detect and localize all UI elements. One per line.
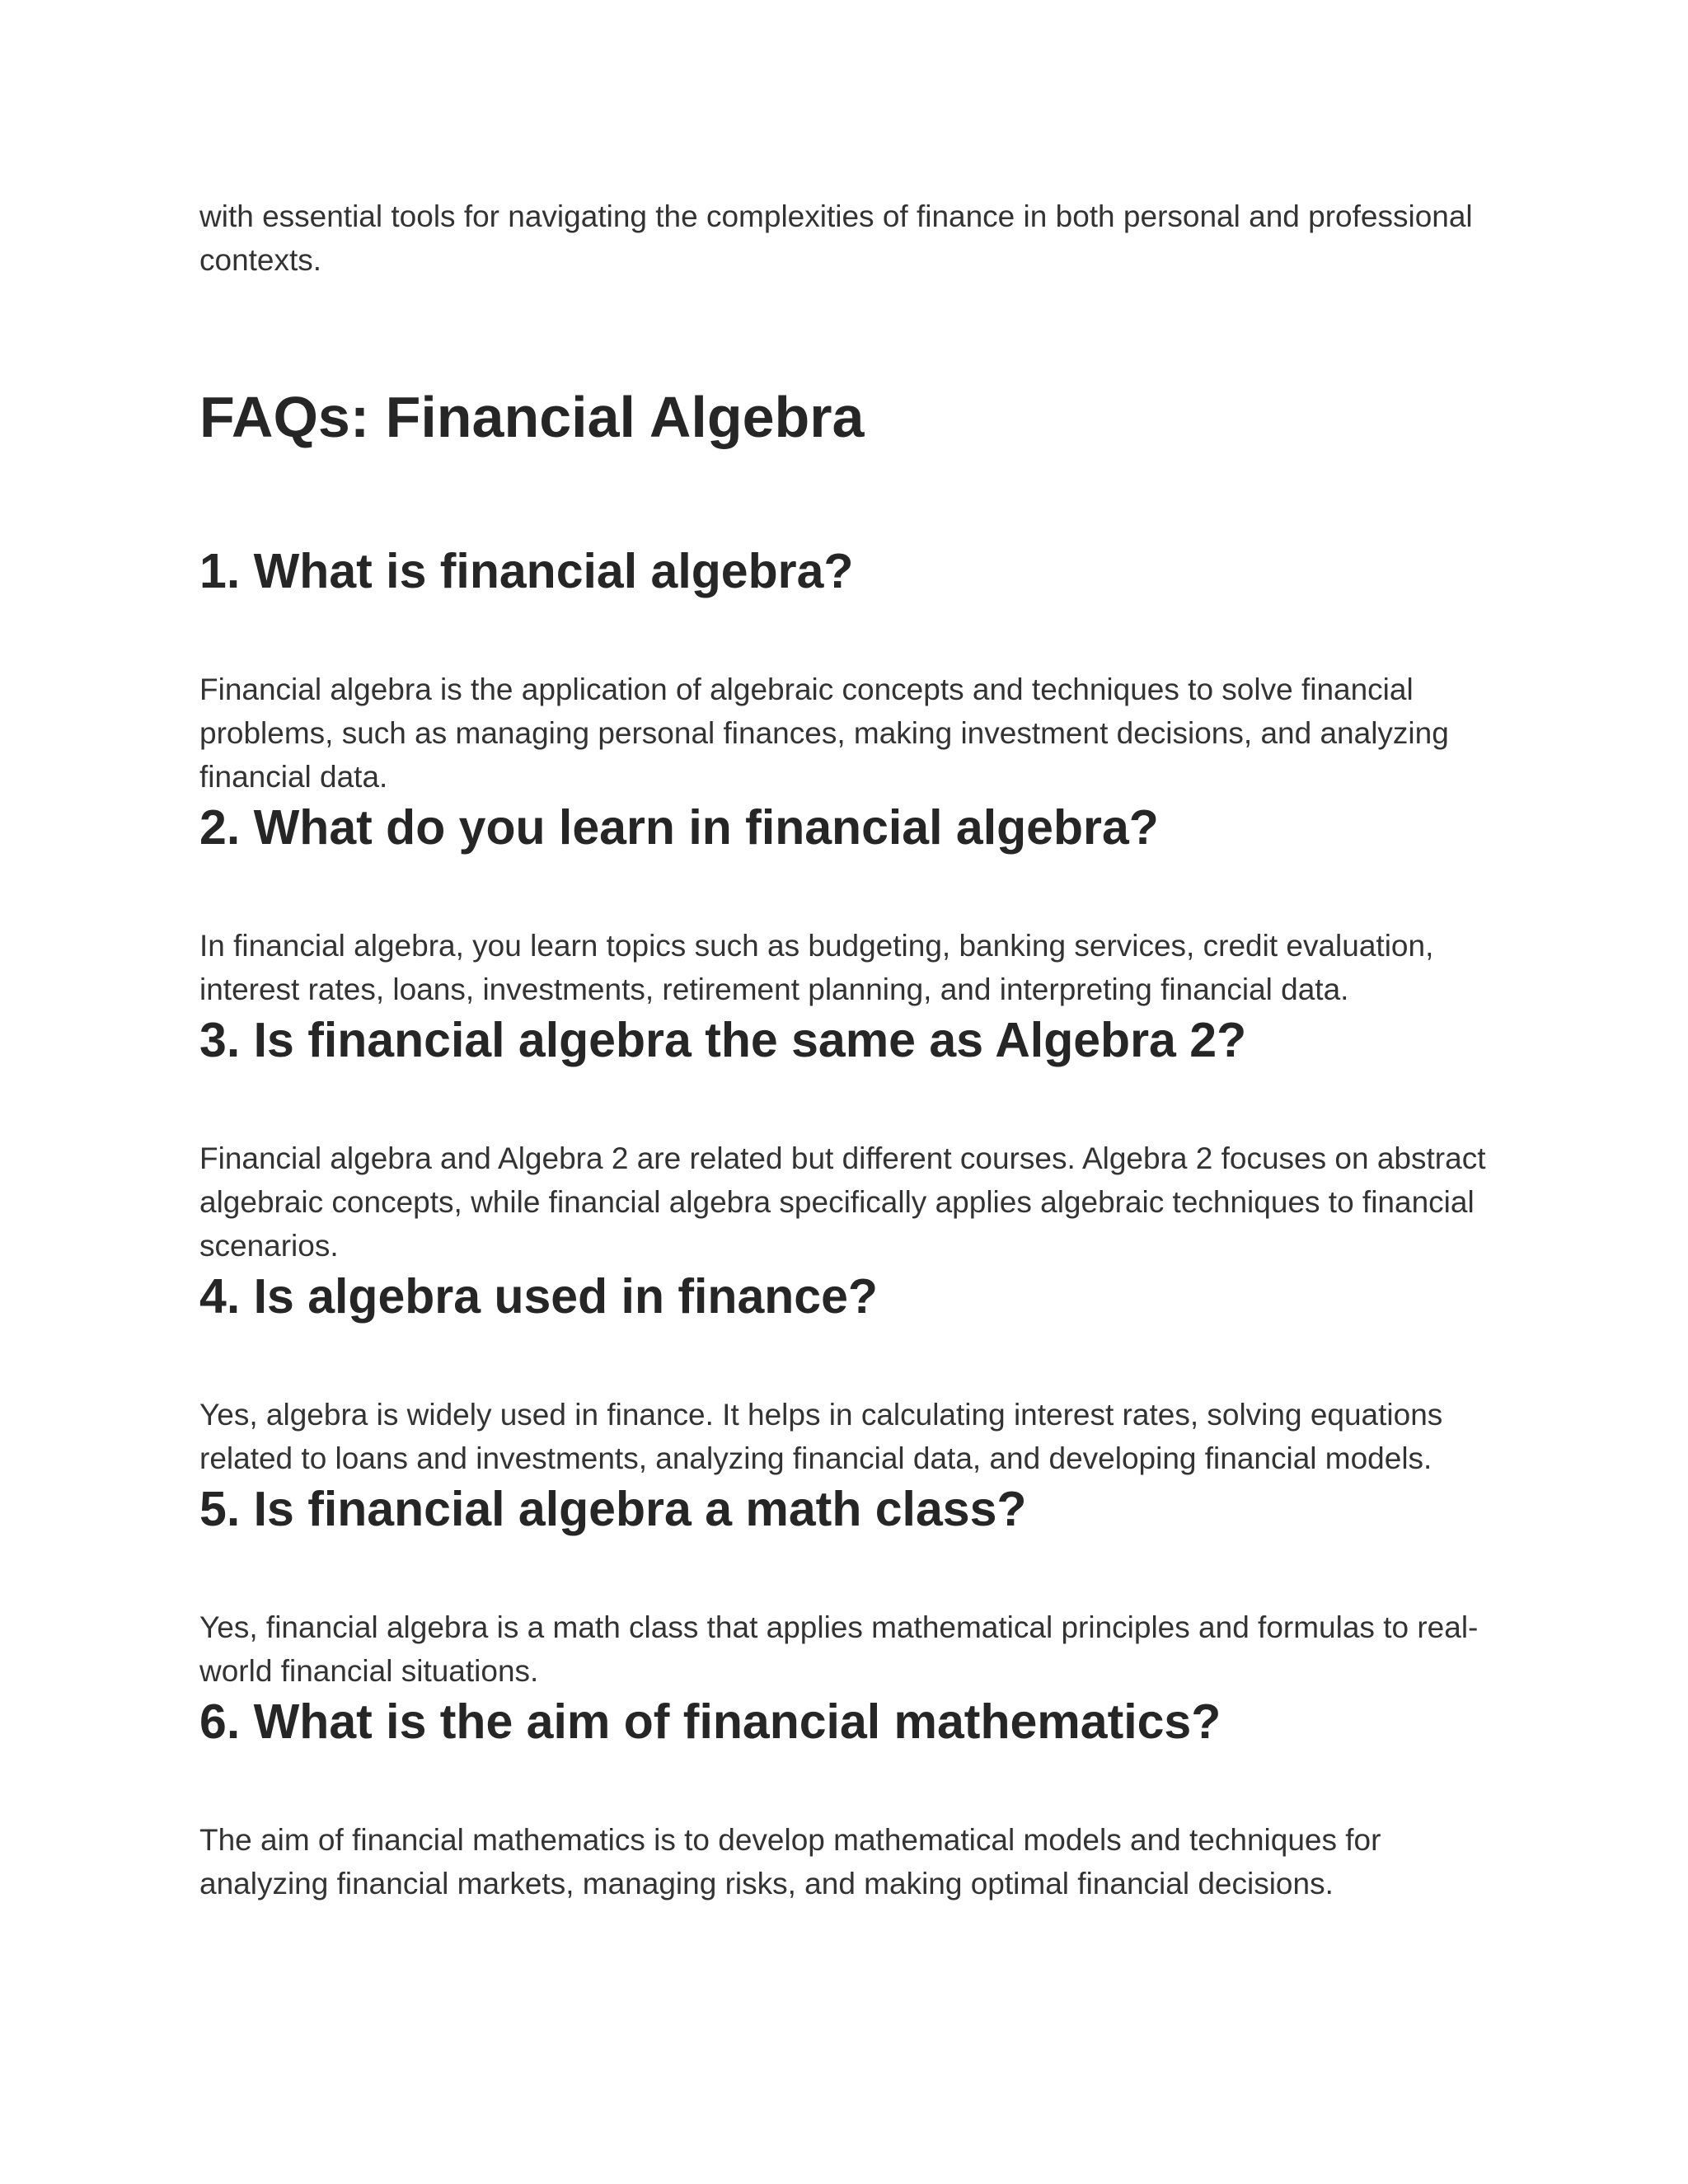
faq-question-1: 1. What is financial algebra?: [199, 544, 854, 598]
document-content: [199, 194, 1518, 1905]
faq-answer-6: The aim of financial mathematics is to develop mathematical models and techniques for analyzing financial markets, managing risks, and making optimal financial decisions.: [199, 1823, 1381, 1900]
faq-item-5: [199, 1480, 1518, 1693]
faq-item-1: [199, 542, 1518, 799]
faq-question-2: 2. What do you learn in financial algebra?: [199, 800, 1159, 855]
faq-question-6: 6. What is the aim of financial mathematics?: [199, 1694, 1221, 1749]
faq-answer-2: In financial algebra, you learn topics such as budgeting, banking services, credit evaluation, interest rates, loans, investments, retirement planning, and interpreting financial data.: [199, 929, 1434, 1006]
faq-answer-3: Financial algebra and Algebra 2 are related but different courses. Algebra 2 focuses on abstract algebraic concepts, while financial algebra specifically applies algebraic techniques to financial scenarios.: [199, 1141, 1486, 1263]
faq-item-3: [199, 1011, 1518, 1268]
faq-item-2: [199, 799, 1518, 1011]
intro-paragraph: with essential tools for navigating the complexities of finance in both personal and professional contexts.: [199, 199, 1473, 277]
faq-answer-5: Yes, financial algebra is a math class that applies mathematical principles and formulas to real-world financial situations.: [199, 1610, 1479, 1688]
faq-question-5: 5. Is financial algebra a math class?: [199, 1482, 1027, 1536]
faq-question-3: 3. Is financial algebra the same as Algebra 2?: [199, 1013, 1247, 1067]
faq-item-4: [199, 1268, 1518, 1480]
page-title: FAQs: Financial Algebra: [199, 385, 865, 449]
faq-question-4: 4. Is algebra used in finance?: [199, 1269, 878, 1324]
faq-answer-4: Yes, algebra is widely used in finance. It helps in calculating interest rates, solving equations related to loans and investments, analyzing financial data, and developing financial models.: [199, 1398, 1443, 1475]
faq-answer-1: Financial algebra is the application of algebraic concepts and techniques to solve financial problems, such as managing personal finances, making investment decisions, and analyzing financial data.: [199, 673, 1449, 794]
faq-list: [199, 542, 1518, 1905]
faq-item-6: [199, 1693, 1518, 1905]
